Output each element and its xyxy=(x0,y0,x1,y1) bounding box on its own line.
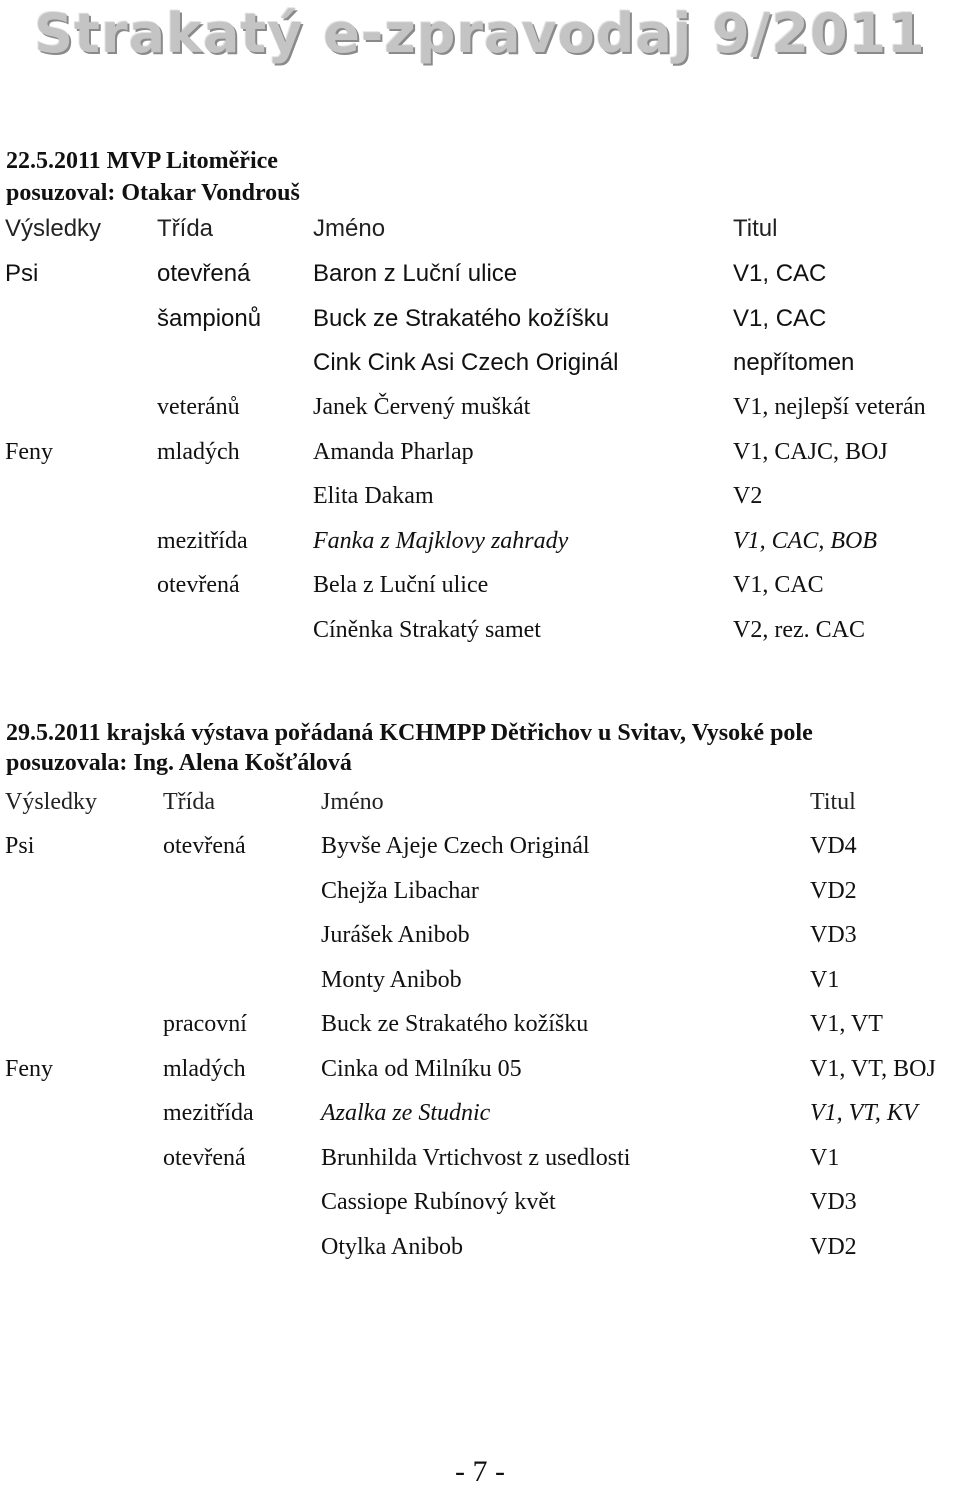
table-row xyxy=(0,1232,960,1262)
header-results: Výsledky xyxy=(5,789,97,815)
table-row xyxy=(0,1143,960,1173)
title-cell: V1, CAJC, BOJ xyxy=(733,439,888,465)
header-name: Jméno xyxy=(313,215,386,242)
name-cell: Chejža Libachar xyxy=(321,878,479,904)
name-cell: Buck ze Strakatého kožíšku xyxy=(321,1011,589,1037)
title-cell: V1, CAC xyxy=(733,572,824,598)
header-name: Jméno xyxy=(321,789,384,815)
header-class: Třída xyxy=(157,215,214,242)
name-cell: Baron z Luční ulice xyxy=(313,260,518,287)
title-cell: V1, CAC xyxy=(733,305,827,332)
header-results: Výsledky xyxy=(5,215,102,242)
table-row xyxy=(0,304,960,334)
title-cell: V1, VT, BOJ xyxy=(810,1056,936,1082)
table-row xyxy=(0,392,960,422)
section2-title: 29.5.2011 krajská výstava pořádaná KCHMPP Dětřichov u Svitav, Vysoké pole xyxy=(6,720,813,746)
header-class: Třída xyxy=(163,789,215,815)
section1-title: 22.5.2011 MVP Litoměřice xyxy=(6,148,278,174)
title-cell: V2, rez. CAC xyxy=(733,617,865,643)
table-row xyxy=(0,526,960,556)
class-cell: pracovní xyxy=(163,1011,247,1037)
section2-header-row xyxy=(0,787,960,817)
class-cell: mezitřída xyxy=(163,1100,254,1126)
class-cell: mladých xyxy=(157,439,240,465)
table-row xyxy=(0,831,960,861)
table-row xyxy=(0,615,960,645)
name-cell: Amanda Pharlap xyxy=(313,439,474,465)
header-title: Titul xyxy=(733,215,778,242)
page-number: - 7 - xyxy=(455,1455,505,1488)
title-cell: VD3 xyxy=(810,1189,857,1215)
title-cell: V1 xyxy=(810,1145,840,1171)
title-cell: VD3 xyxy=(810,922,857,948)
class-cell: otevřená xyxy=(157,572,240,598)
section1-header-row xyxy=(0,214,960,244)
title-cell: V1, CAC xyxy=(733,260,827,287)
name-cell: Byvše Ajeje Czech Originál xyxy=(321,833,590,859)
table-row xyxy=(0,1098,960,1128)
name-cell: Monty Anibob xyxy=(321,967,462,993)
results-cell: Psi xyxy=(5,260,39,287)
class-cell: veteránů xyxy=(157,394,240,420)
table-row xyxy=(0,437,960,467)
class-cell: mladých xyxy=(163,1056,246,1082)
name-cell: Jurášek Anibob xyxy=(321,922,470,948)
title-cell: VD4 xyxy=(810,833,857,859)
name-cell: Brunhilda Vrtichvost z usedlosti xyxy=(321,1145,631,1171)
title-cell: V1, VT, KV xyxy=(810,1100,918,1126)
title-cell: V2 xyxy=(733,483,763,509)
class-cell: otevřená xyxy=(163,1145,246,1171)
title-cell: V1, VT xyxy=(810,1011,883,1037)
results-cell: Feny xyxy=(5,439,53,465)
class-cell: mezitřída xyxy=(157,528,248,554)
title-cell: V1, nejlepší veterán xyxy=(733,394,926,420)
name-cell: Janek Červený muškát xyxy=(313,394,531,420)
section2-judge: posuzovala: Ing. Alena Košťálová xyxy=(6,750,352,776)
name-cell: Fanka z Majklovy zahrady xyxy=(313,528,569,554)
name-cell: Otylka Anibob xyxy=(321,1234,463,1260)
title-cell: VD2 xyxy=(810,878,857,904)
table-row xyxy=(0,1187,960,1217)
title-cell: nepřítomen xyxy=(733,349,855,376)
name-cell: Cíněnka Strakatý samet xyxy=(313,617,541,643)
name-cell: Cink Cink Asi Czech Originál xyxy=(313,349,619,376)
table-row xyxy=(0,481,960,511)
class-cell: otevřená xyxy=(163,833,246,859)
table-row xyxy=(0,965,960,995)
name-cell: Cassiope Rubínový květ xyxy=(321,1189,556,1215)
table-row xyxy=(0,348,960,378)
name-cell: Buck ze Strakatého kožíšku xyxy=(313,305,610,332)
header-title: Titul xyxy=(810,789,856,815)
table-row xyxy=(0,920,960,950)
results-cell: Feny xyxy=(5,1056,53,1082)
class-cell: otevřená xyxy=(157,260,251,287)
table-row xyxy=(0,1054,960,1084)
name-cell: Elita Dakam xyxy=(313,483,434,509)
table-row xyxy=(0,1009,960,1039)
name-cell: Cinka od Milníku 05 xyxy=(321,1056,522,1082)
section1-judge: posuzoval: Otakar Vondrouš xyxy=(6,180,300,206)
title-cell: V1 xyxy=(810,967,840,993)
title-cell: VD2 xyxy=(810,1234,857,1260)
table-row xyxy=(0,259,960,289)
title-cell: V1, CAC, BOB xyxy=(733,528,877,554)
name-cell: Azalka ze Studnic xyxy=(321,1100,491,1126)
table-row xyxy=(0,876,960,906)
newsletter-masthead: Strakatý e-zpravodaj 9/2011 xyxy=(34,2,926,65)
class-cell: šampionů xyxy=(157,305,262,332)
results-cell: Psi xyxy=(5,833,35,859)
table-row xyxy=(0,570,960,600)
name-cell: Bela z Luční ulice xyxy=(313,572,489,598)
